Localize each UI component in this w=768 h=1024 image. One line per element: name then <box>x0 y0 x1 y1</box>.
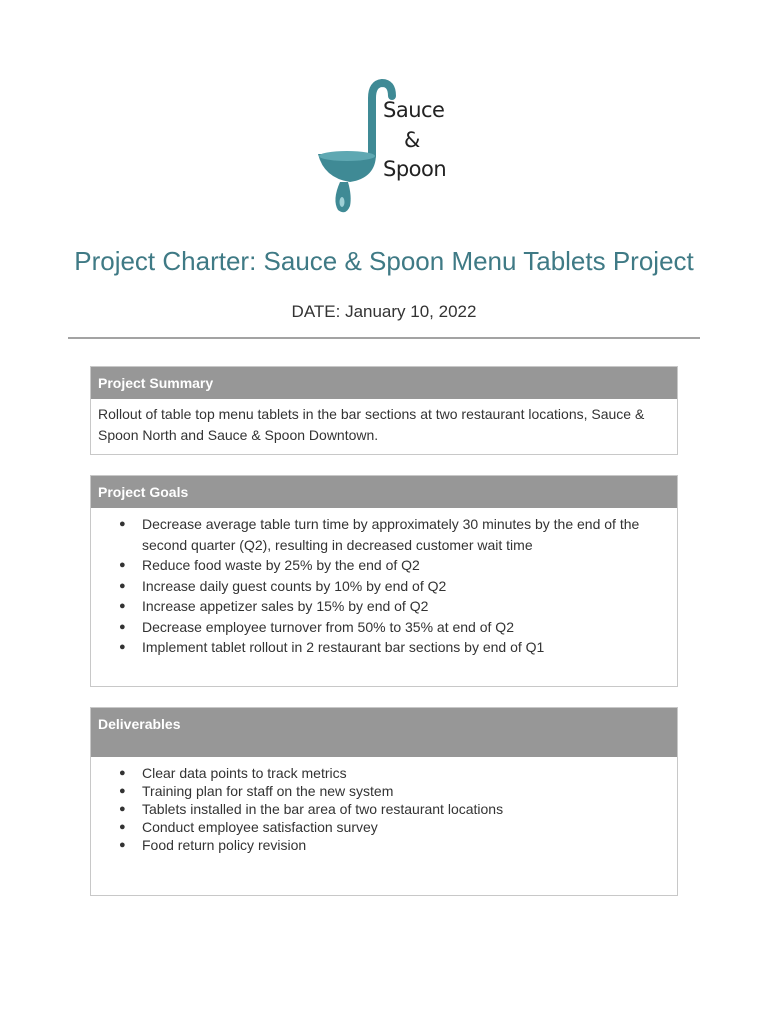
page-title: Project Charter: Sauce & Spoon Menu Tablets Project <box>74 246 694 276</box>
deliverables-list <box>91 764 677 854</box>
list-item: ● Training plan for staff on the new system <box>91 782 677 800</box>
list-item: ● Clear data points to track metrics <box>91 764 677 782</box>
logo-text-sauce: Sauce <box>383 98 445 122</box>
logo-text-spoon: Spoon <box>383 157 447 181</box>
project-summary-heading: Project Summary <box>91 367 677 399</box>
project-goals-heading: Project Goals <box>91 476 677 508</box>
deliverables-heading: Deliverables <box>91 708 677 757</box>
list-item: ● Conduct employee satisfaction survey <box>91 818 677 836</box>
project-goals-section <box>90 475 678 687</box>
list-item: ● Food return policy revision <box>91 836 677 854</box>
project-goals-list <box>91 514 677 658</box>
divider <box>68 337 700 339</box>
list-item: ● Tablets installed in the bar area of two restaurant locations <box>91 800 677 818</box>
list-item: ● Implement tablet rollout in 2 restaurant bar sections by end of Q1 <box>91 637 677 658</box>
logo-text-ampersand: & <box>404 128 420 152</box>
document-date: DATE: January 10, 2022 <box>291 302 477 321</box>
project-summary-text: Rollout of table top menu tablets in the bar sections at two restaurant locations, Sauce & Spoon North and Sauce & Spoon Downtown. <box>98 406 645 443</box>
list-item: ● Increase appetizer sales by 15% by end of Q2 <box>91 596 677 617</box>
deliverables-section <box>90 707 678 896</box>
project-summary-section <box>90 366 678 455</box>
list-item: ● Reduce food waste by 25% by the end of Q2 <box>91 555 677 576</box>
list-item: ● Decrease employee turnover from 50% to 35% at end of Q2 <box>91 617 677 638</box>
list-item: ● Decrease average table turn time by approximately 30 minutes by the end of the second quarter (Q2), resulting in decreased customer wait time <box>91 514 677 555</box>
list-item: ● Increase daily guest counts by 10% by end of Q2 <box>91 576 677 597</box>
